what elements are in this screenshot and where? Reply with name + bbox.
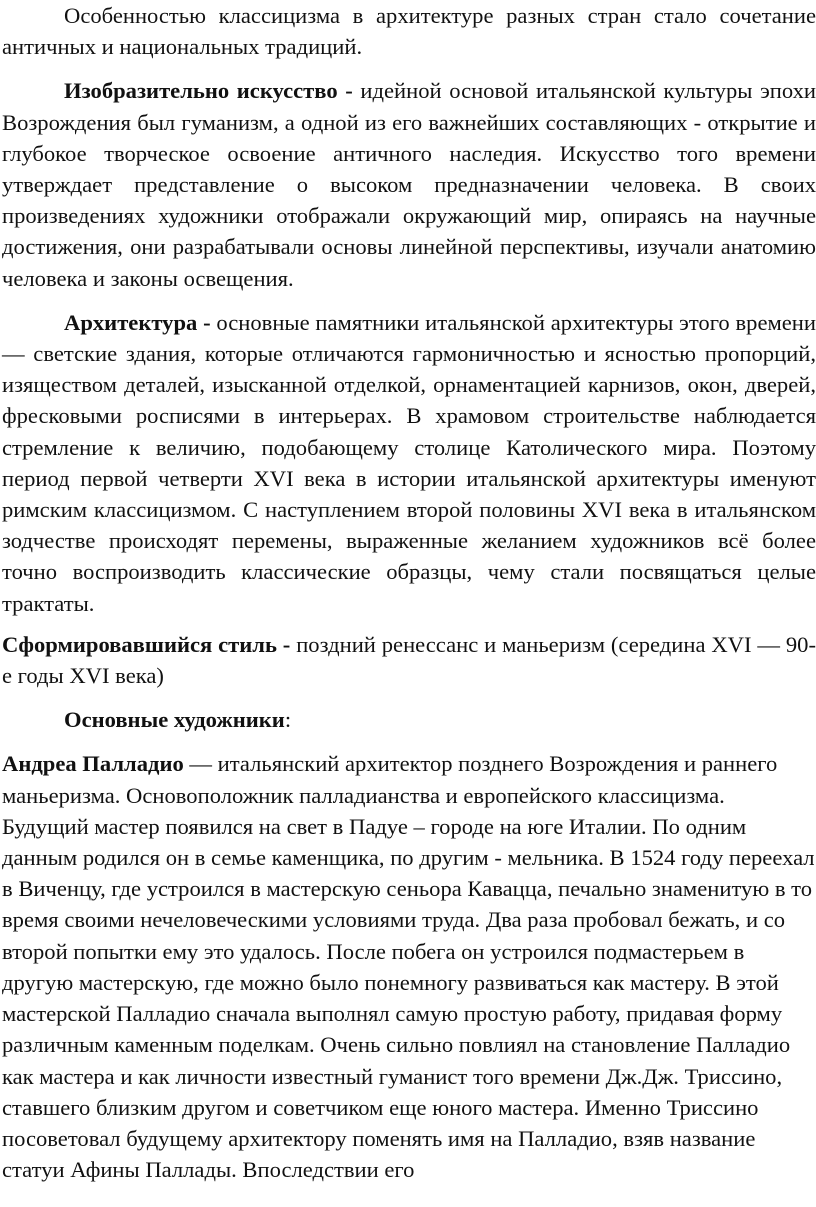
paragraph-text: Особенностью классицизма в архитектуре разных стран стало сочетание античных и национальных традиций. [2,3,816,60]
paragraph-classicism-intro [2,0,816,62]
heading-colon: : [284,707,292,733]
paragraph-palladio [2,748,816,1185]
term-formed-style: Сформировавшийся стиль - [2,631,291,657]
paragraph-text: поздний ренессанс и маньеризм (середина XVI — 90-е годы XVI века) [2,631,816,689]
heading-main-artists [2,704,816,735]
paragraph-text: — итальянский архитектор позднего Возрождения и раннего маньеризма. Основоположник палладианства и европейского классицизма. Будущий мастер появился на свет в Падуе – городе на юге Италии. По одним данным родился он в семье каменщика, по другим - мельника. В 1524 году переехал в Виченцу, где устроился в мастерскую сеньора Кавацца, печально знаменитую в то время своими нечеловеческими условиями труда. Два раза пробовал бежать, и со второй попытки ему это удалось. После побега он устроился подмастерьем в другую мастерскую, где можно было понемногу развиваться как мастеру. В этой мастерской Палладио сначала выполнял самую простую работу, придавая форму различным каменным поделкам. Очень сильно повлиял на становление Палладио как мастера и как личности известный гуманист того времени Дж.Дж. Триссино, ставшего близким другом и советчиком еще юного мастера. Именно Триссино посоветовал будущему архитектору поменять имя на Палладио, взяв название статуи Афины Паллады. Впоследствии его [2,751,815,1183]
term-architecture: Архитектура - [64,309,211,335]
paragraph-architecture [2,307,816,619]
term-palladio: Андреа Палладио [2,751,184,777]
paragraph-fine-art [2,75,816,293]
term-fine-art: Изобразительно искусство - [64,78,353,104]
paragraph-formed-style [2,629,816,691]
paragraph-text: идейной основой итальянской культуры эпохи Возрождения был гуманизм, а одной из его важнейших составляющих - открытие и глубокое творческое освоение античного наследия. Искусство того времени утверждает представление о высоком предназначении человека. В своих произведениях художники отображали окружающий мир, опираясь на научные достижения, они разрабатывали основы линейной перспективы, изучали анатомию человека и законы освещения. [2,78,816,291]
paragraph-text: основные памятники итальянской архитектуры этого времени — светские здания, которые отличаются гармоничностью и ясностью пропорций, изяществом деталей, изысканной отделкой, орнаментацией карнизов, окон, дверей, фресковыми росписями в интерьерах. В храмовом строительстве наблюдается стремление к величию, подобающему столице Католического мира. Поэтому период первой четверти XVI века в истории итальянской архитектуры именуют римским классицизмом. С наступлением второй половины XVI века в итальянском зодчестве происходят перемены, выраженные желанием художников всё более точно воспроизводить классические образцы, чему стали посвящаться целые трактаты. [2,309,816,616]
term-main-artists: Основные художники [64,707,285,733]
